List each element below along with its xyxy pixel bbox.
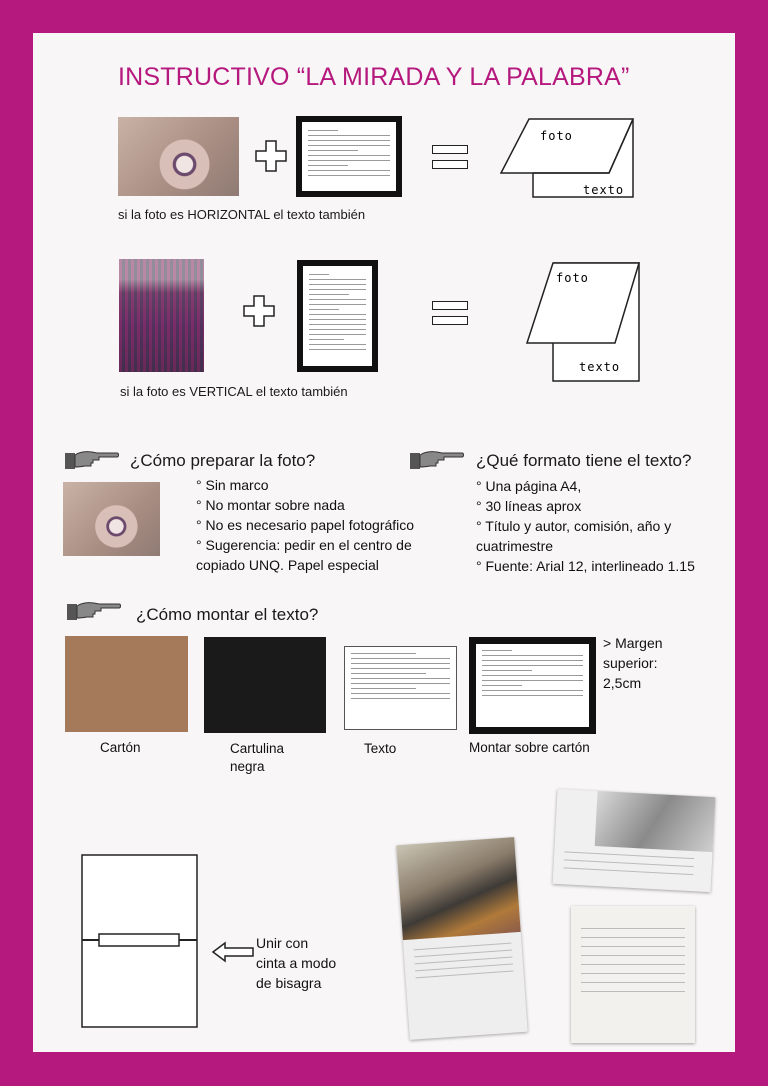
diagram-label-texto: texto — [579, 360, 621, 374]
prepare-photo-list — [196, 475, 414, 575]
pointing-hand-icon — [408, 447, 464, 471]
list-item: cuatrimestre — [476, 538, 554, 554]
example-mounted-piece-2 — [553, 789, 716, 892]
list-item: ° Fuente: Arial 12, interlineado 1.15 — [476, 558, 695, 574]
text-document-horizontal — [296, 116, 402, 197]
text-sheet-sample — [344, 646, 457, 730]
pointing-hand-icon — [63, 447, 119, 471]
cartulina-swatch — [204, 637, 326, 733]
mounted-text-sample — [469, 637, 596, 734]
list-item: ° Título y autor, comisión, año y — [476, 518, 672, 534]
list-item: ° Sin marco — [196, 477, 269, 493]
vertical-caption: si la foto es VERTICAL el texto también — [120, 384, 348, 399]
pointing-hand-icon — [65, 598, 121, 622]
equals-icon — [432, 301, 468, 331]
list-item: ° Una página A4, — [476, 478, 582, 494]
plus-icon — [255, 140, 287, 172]
prepare-photo-heading: ¿Cómo preparar la foto? — [130, 451, 316, 470]
equals-icon — [432, 145, 468, 175]
texto-label: Texto — [364, 741, 397, 756]
margin-note: > Margen superior: 2,5cm — [603, 635, 663, 691]
hinge-note: Unir con cinta a modo de bisagra — [256, 935, 337, 991]
example-mounted-piece-3 — [571, 906, 695, 1043]
plus-icon — [243, 295, 275, 327]
list-item: ° No es necesario papel fotográfico — [196, 517, 415, 533]
carton-swatch — [65, 636, 188, 732]
page-title: INSTRUCTIVO “LA MIRADA Y LA PALABRA” — [118, 63, 630, 91]
horizontal-photo — [118, 117, 239, 196]
prepare-photo-thumbnail — [63, 482, 160, 556]
list-item: ° Sugerencia: pedir en el centro de — [196, 537, 412, 553]
list-item: copiado UNQ. Papel especial — [196, 557, 379, 573]
text-document-vertical — [297, 260, 378, 372]
diagram-label-foto: foto — [556, 271, 589, 285]
vertical-photo — [119, 259, 204, 372]
montar-label: Montar sobre cartón — [469, 740, 590, 755]
diagram-label-foto: foto — [540, 129, 573, 143]
cartulina-label: Cartulina negra — [230, 741, 285, 774]
list-item: ° No montar sobre nada — [196, 497, 345, 513]
list-item: ° 30 líneas aprox — [476, 498, 582, 514]
text-format-heading: ¿Qué formato tiene el texto? — [476, 451, 692, 470]
hinge-diagram — [81, 854, 199, 1029]
carton-label: Cartón — [100, 740, 141, 755]
mount-text-heading: ¿Cómo montar el texto? — [136, 605, 319, 624]
arrow-left-icon — [211, 941, 255, 963]
example-mounted-piece-1 — [396, 837, 527, 1040]
poster-sheet — [33, 33, 735, 1052]
horizontal-caption: si la foto es HORIZONTAL el texto también — [118, 207, 366, 222]
text-format-list — [476, 476, 695, 576]
diagram-label-texto: texto — [583, 183, 625, 197]
